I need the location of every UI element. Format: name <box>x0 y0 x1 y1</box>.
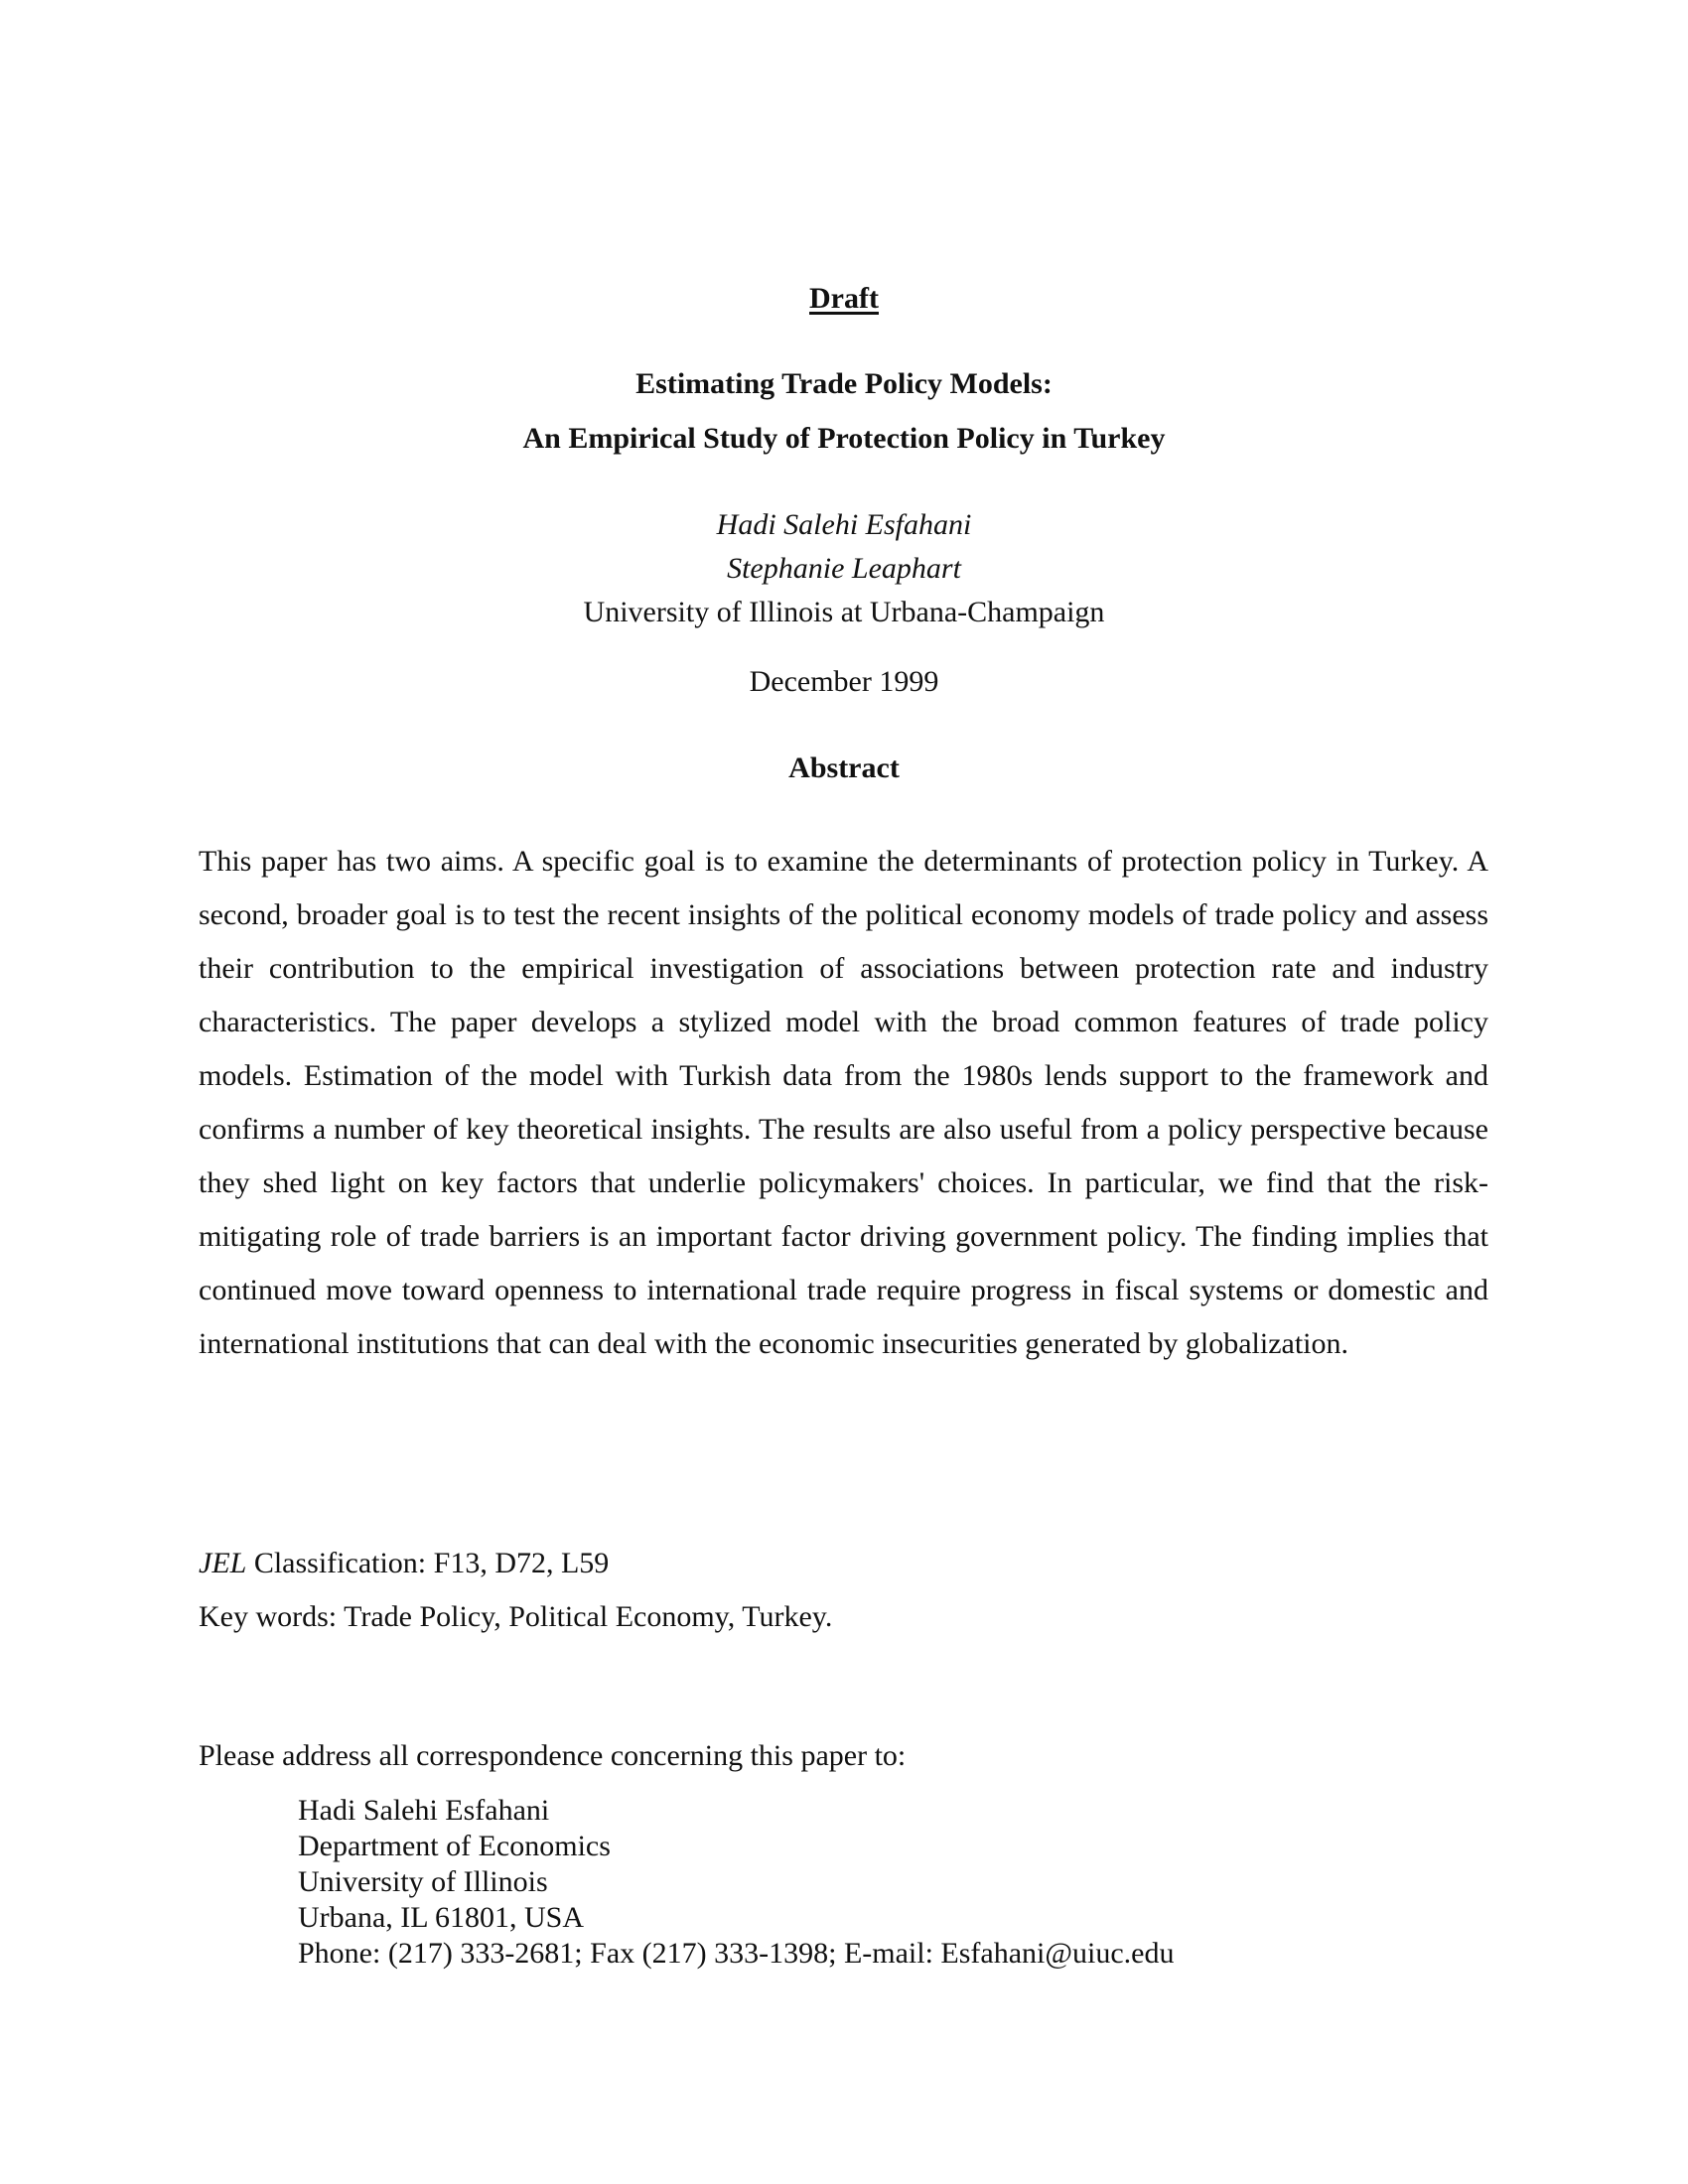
address-name: Hadi Salehi Esfahani <box>298 1794 550 1827</box>
author-2: Stephanie Leaphart <box>727 552 961 585</box>
author-1: Hadi Salehi Esfahani <box>716 508 972 541</box>
address-contact: Phone: (217) 333-2681; Fax (217) 333-1398; E-mail: Esfahani@uiuc.edu <box>298 1937 1175 1970</box>
paper-date: December 1999 <box>749 665 939 698</box>
abstract-heading: Abstract <box>788 751 900 784</box>
keywords: Key words: Trade Policy, Political Economy, Turkey. <box>199 1600 833 1633</box>
jel-label: JEL <box>199 1547 247 1579</box>
paper-title-line-2: An Empirical Study of Protection Policy in Turkey <box>522 422 1166 455</box>
correspondence-intro: Please address all correspondence concerning this paper to: <box>199 1739 907 1772</box>
jel-codes: Classification: F13, D72, L59 <box>246 1547 610 1579</box>
affiliation: University of Illinois at Urbana-Champaign <box>583 596 1105 628</box>
draft-label: Draft <box>809 282 879 315</box>
abstract-text: This paper has two aims. A specific goal is to examine the determinants of protection policy in Turkey. A second, broader goal is to test the recent insights of the political economy models of trade policy and assess their contribution to the empirical investigation of associations between protection rate and industry characteristics. The paper develops a stylized model with the broad common features of trade policy models. Estimation of the model with Turkish data from the 1980s lends support to the framework and confirms a number of key theoretical insights. The results are also useful from a policy perspective because they shed light on key factors that underlie policymakers' choices. In particular, we find that the risk-mitigating role of trade barriers is an important factor driving government policy. The finding implies that continued move toward openness to international trade require progress in fiscal systems or domestic and international institutions that can deal with the economic insecurities generated by globalization. <box>199 845 1488 1360</box>
correspondence-address <box>298 1793 1174 1972</box>
jel-classification <box>199 1547 609 1580</box>
address-city: Urbana, IL 61801, USA <box>298 1901 585 1934</box>
address-university: University of Illinois <box>298 1865 548 1898</box>
address-department: Department of Economics <box>298 1830 611 1862</box>
paper-title-line-1: Estimating Trade Policy Models: <box>635 367 1053 400</box>
